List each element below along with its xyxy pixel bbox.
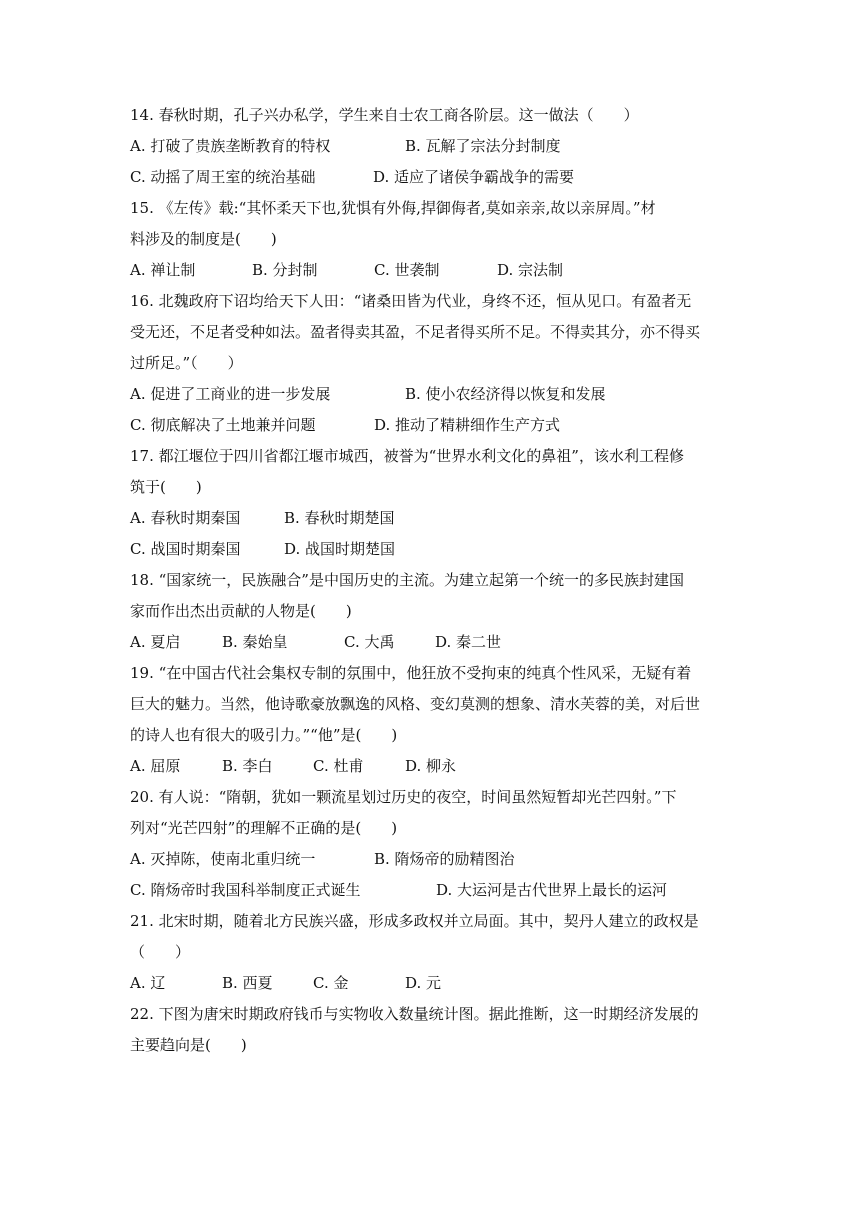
question-15-option-d: D. 宗法制 [497,261,564,279]
question-16-option-d: D. 推动了精耕细作生产方式 [374,416,561,434]
question-21-option-c: C. 金 [313,974,349,992]
question-18-option-c: C. 大禹 [344,633,395,651]
question-19-stem-line3: 的诗人也有很大的吸引力。”“他”是( ) [130,726,398,744]
question-20-option-d: D. 大运河是古代世界上最长的运河 [436,881,668,899]
question-19-option-b: B. 李白 [222,757,273,775]
question-19-stem-line1: 19. “在中国古代社会集权专制的氛围中，他狂放不受拘束的纯真个性风采，无疑有着 [130,664,692,682]
question-15-stem-line2: 料涉及的制度是( ) [130,230,277,248]
question-20-option-b: B. 隋炀帝的励精图治 [374,850,515,868]
question-16-stem-line2: 受无还，不足者受种如法。盈者得卖其盈，不足者得买所不足。不得卖其分，亦不得买 [130,323,701,341]
question-16-option-b: B. 使小农经济得以恢复和发展 [405,385,606,403]
question-17-option-a: A. 春秋时期秦国 [130,509,241,527]
question-21-stem-line2: （ ） [130,943,191,961]
question-14-option-c: C. 动摇了周王室的统治基础 [130,168,316,186]
question-14-stem: 14. 春秋时期，孔子兴办私学，学生来自士农工商各阶层。这一做法（ ） [130,106,639,124]
question-18-option-a: A. 夏启 [130,633,181,651]
question-15-option-c: C. 世袭制 [374,261,440,279]
question-20-stem-line1: 20. 有人说：“隋朝，犹如一颗流星划过历史的夜空，时间虽然短暂却光芒四射。”下 [130,788,677,806]
question-21-option-b: B. 西夏 [222,974,273,992]
question-22-stem-line2: 主要趋向是( ) [130,1036,247,1054]
question-19-option-c: C. 杜甫 [313,757,364,775]
question-19-option-d: D. 柳永 [405,757,457,775]
question-14-option-a: A. 打破了贵族垄断教育的特权 [130,137,331,155]
question-17-stem-line1: 17. 都江堰位于四川省都江堰市城西，被誉为“世界水利文化的鼻祖”，该水利工程修 [130,447,684,465]
question-21-stem-line1: 21. 北宋时期，随着北方民族兴盛，形成多政权并立局面。其中，契丹人建立的政权是 [130,912,699,930]
question-20-option-a: A. 灭掉陈，使南北重归统一 [130,850,316,868]
question-18-stem-line2: 家而作出杰出贡献的人物是( ) [130,602,352,620]
question-20-stem-line2: 列对“光芒四射”的理解不正确的是( ) [130,819,398,837]
question-17-option-d: D. 战国时期楚国 [284,540,396,558]
question-16-option-c: C. 彻底解决了土地兼并问题 [130,416,316,434]
question-21-option-a: A. 辽 [130,974,166,992]
question-14-option-b: B. 瓦解了宗法分封制度 [405,137,561,155]
question-15-option-b: B. 分封制 [252,261,318,279]
question-19-stem-line2: 巨大的魅力。当然，他诗歌豪放飘逸的风格、变幻莫测的想象、清水芙蓉的美，对后世 [130,695,701,713]
question-17-option-c: C. 战国时期秦国 [130,540,241,558]
question-16-option-a: A. 促进了工商业的进一步发展 [130,385,331,403]
question-18-option-d: D. 秦二世 [435,633,502,651]
question-19-option-a: A. 屈原 [130,757,181,775]
question-15-option-a: A. 禅让制 [130,261,196,279]
question-20-option-c: C. 隋炀帝时我国科举制度正式诞生 [130,881,361,899]
question-18-stem-line1: 18. “国家统一，民族融合”是中国历史的主流。为建立起第一个统一的多民族封建国 [130,571,684,589]
question-17-stem-line2: 筑于( ) [130,478,202,496]
question-22-stem-line1: 22. 下图为唐宋时期政府钱币与实物收入数量统计图。据此推断，这一时期经济发展的 [130,1005,699,1023]
question-21-option-d: D. 元 [405,974,442,992]
question-17-option-b: B. 春秋时期楚国 [284,509,395,527]
question-15-stem-line1: 15. 《左传》载:“其怀柔天下也,犹惧有外侮,捍御侮者,莫如亲亲,故以亲屏周。”材 [130,199,656,217]
question-16-stem-line3: 过所足。”（ ） [130,354,243,372]
question-16-stem-line1: 16. 北魏政府下诏均给天下人田：“诸桑田皆为代业，身终不还，恒从见口。有盈者无 [130,292,692,310]
question-18-option-b: B. 秦始皇 [222,633,288,651]
question-14-option-d: D. 适应了诸侯争霸战争的需要 [373,168,575,186]
